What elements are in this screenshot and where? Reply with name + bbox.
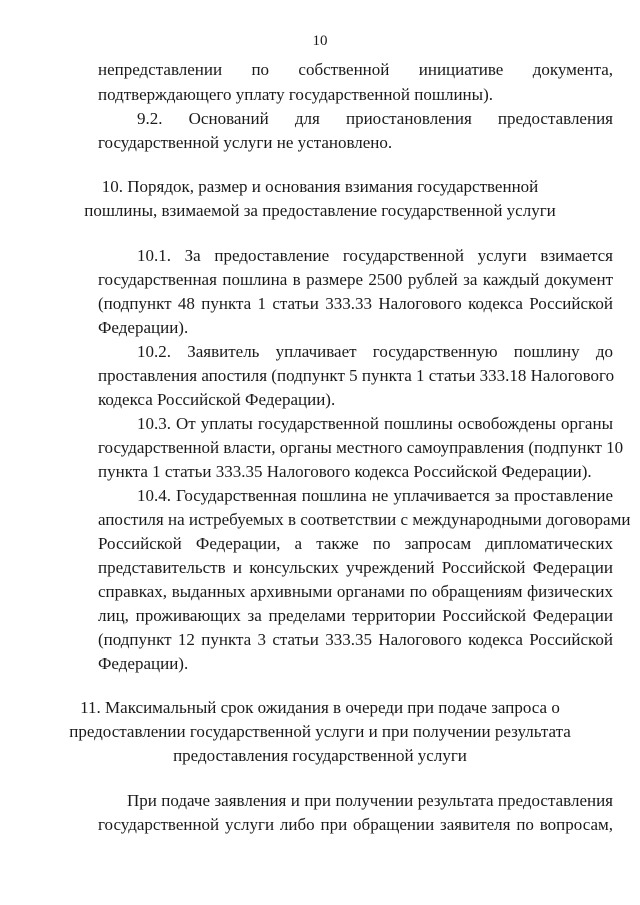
section-heading: 10. Порядок, размер и основания взимания государственной [101,177,539,196]
text-line: (подпункт 48 пункта 1 статьи 333.33 Налогового кодекса Российской [98,294,613,313]
page-number: 10 [312,33,328,49]
text-line: 10.3. От уплаты государственной пошлины освобождены органы [137,414,613,433]
text-line: подтверждающего уплату государственной пошлины). [98,85,493,104]
text-line: 10.1. За предоставление государственной услуги взимается [137,246,613,265]
section-heading: 11. Максимальный срок ожидания в очереди при подаче запроса о [80,698,560,717]
text-line: При подаче заявления и при получении результата предоставления [127,791,613,810]
text-line: проставления апостиля (подпункт 5 пункта 1 статьи 333.18 Налогового [98,366,615,385]
text-line: Федерации). [98,654,189,673]
text-line: непредставлении по собственной инициативе документа, [98,60,613,79]
text-line: 9.2. Оснований для приостановления предоставления [137,109,613,128]
text-line: Федерации). [98,318,189,337]
text-line: 10.2. Заявитель уплачивает государственную пошлину до [137,342,613,361]
text-line: пункта 1 статьи 333.35 Налогового кодекса Российской Федерации). [98,462,592,481]
text-line: (подпункт 12 пункта 3 статьи 333.35 Налогового кодекса Российской [98,630,613,649]
text-line: лиц, проживающих за пределами территории Российской Федерации [98,606,613,625]
text-line: справках, выданных архивными органами по обращениям физических [98,582,613,601]
section-heading: предоставления государственной услуги [173,746,467,765]
section-heading: пошлины, взимаемой за предоставление государственной услуги [84,201,556,220]
text-line: апостиля на истребуемых в соответствии с международными договорами [98,510,631,529]
text-line: кодекса Российской Федерации). [98,390,336,409]
text-line: Российской Федерации, а также по запросам дипломатических [98,534,613,553]
text-line: государственной услуги не установлено. [98,133,393,152]
text-line: 10.4. Государственная пошлина не уплачивается за проставление [137,486,613,505]
text-line: государственной услуги либо при обращении заявителя по вопросам, [98,815,613,834]
section-heading: предоставлении государственной услуги и при получении результата [69,722,571,741]
text-line: государственной власти, органы местного самоуправления (подпункт 10 [98,438,624,457]
text-line: представительств и консульских учреждений Российской Федерации [98,558,613,577]
text-line: государственная пошлина в размере 2500 рублей за каждый документ [98,270,613,289]
